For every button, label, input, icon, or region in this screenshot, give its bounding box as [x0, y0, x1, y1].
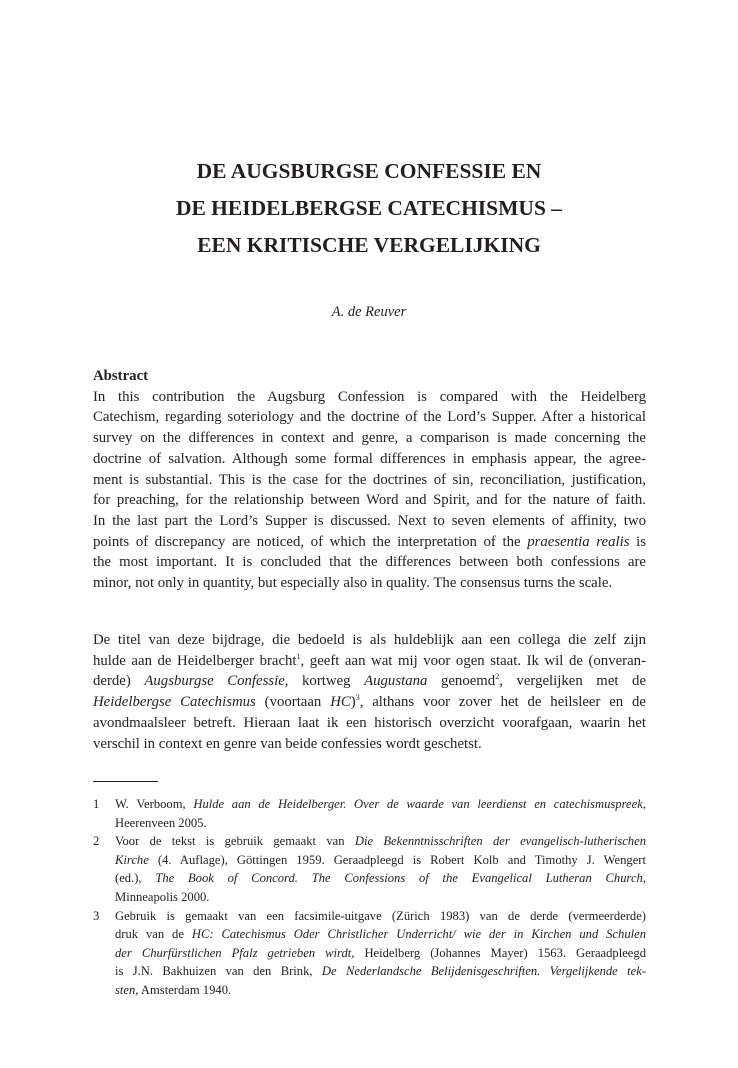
text-run: hulde aan de Heidelberger bracht [93, 652, 297, 669]
text-run: , kortweg [284, 673, 351, 690]
title-line-1: DE AUGSBURGSE CONFESSIE EN [196, 159, 542, 183]
title-line-2: DE HEIDELBERGSE CATECHISMUS – [175, 196, 563, 220]
abstract-line: In the last part the Lord’s Supper is discussed. Next to seven elements of affinity, two [93, 512, 646, 529]
body-line: verschil in context en genre van beide confessies wordt geschetst. [93, 735, 482, 752]
italic-term: praesentia realis [527, 533, 630, 550]
text-run: is J.N. Bakhuizen van den Brink, [115, 964, 313, 979]
title-line-3: EEN KRITISCHE VERGELIJKING [197, 233, 541, 257]
abstract-section [93, 366, 646, 594]
abstract-line: doctrine of salvation. Although some formal differences in emphasis appear, the agree- [93, 450, 646, 467]
footnote-2 [93, 832, 646, 906]
footnote-line [115, 851, 646, 870]
text-run: Voor de tekst is gebruik gemaakt van [115, 834, 345, 849]
italic-title: der Churfürstlichen Pfalz getrieben wirdt [115, 945, 352, 960]
italic-title: Kirche [115, 852, 149, 867]
footnote-line: Heerenveen 2005. [115, 815, 207, 830]
text-run: ) [350, 694, 356, 711]
abstract-line [93, 532, 646, 553]
italic-term: Augustana [364, 673, 428, 690]
footnote-line [115, 832, 646, 851]
abstract-heading: Abstract [93, 368, 149, 384]
text-run: W. Verboom, [115, 797, 186, 811]
author-name: A. de Reuver [331, 304, 407, 320]
body-line [93, 671, 646, 692]
text-run: druk van de [115, 927, 184, 942]
abstract-line: In this contribution the Augsburg Confession is compared with the Heidelberg [93, 388, 646, 405]
italic-title: Hulde aan de Heidelberger. Over de waarde van leerdienst en catechismuspreek [193, 797, 643, 811]
body-line [93, 692, 646, 713]
footnote-ref-1[interactable]: 1 [296, 651, 301, 661]
body-line: De titel van deze bijdrage, die bedoeld is als huldeblijk aan een collega die zelf zijn [93, 632, 646, 648]
text-run: derde) [93, 673, 131, 690]
italic-title: De Nederlandsche Belijdenisgeschriften. Vergelijkende tek- [321, 964, 646, 979]
text-run: (ed.), [115, 871, 142, 886]
italic-title: HC: Catechismus Oder Christlicher Underricht/ wie der in Kirchen und Schulen [191, 927, 647, 942]
abstract-line: the most important. It is concluded that the differences between both confessions are [93, 554, 646, 571]
text-run: , Heidelberg (Johannes Mayer) 1563. Geraadpleegd [351, 945, 646, 960]
footnote-line: Gebruik is gemaakt van een facsimile-uitgave (Zürich 1983) van de derde (vermeerderde) [115, 908, 646, 923]
text-run: Amsterdam 1940. [140, 982, 232, 997]
abstract-line: Catechism, regarding soteriology and the doctrine of the Lord’s Supper. After a historical [93, 409, 646, 426]
body-line [93, 651, 646, 672]
abstract-line: for preaching, for the relationship between Word and Spirit, and for the nature of faith. [93, 492, 646, 509]
italic-title: The Book of Concord. The Confessions of the Evangelical Lutheran Church [155, 871, 643, 886]
text-run: points of discrepancy are noticed, of which the interpretation of the [93, 533, 521, 550]
footnote-ref-3[interactable]: 3 [355, 693, 360, 703]
footnote-line [115, 925, 646, 944]
footnote-line [115, 869, 646, 888]
italic-term: Heidelbergse Catechismus [93, 694, 256, 711]
body-paragraph [93, 630, 646, 754]
footnote-number: 3 [93, 908, 100, 923]
italic-term: HC [330, 694, 351, 711]
footnote-line [115, 795, 646, 814]
footnote-number: 2 [93, 834, 100, 849]
text-run: genoemd [440, 673, 496, 690]
text-run: (voortaan [264, 694, 322, 711]
italic-title: Die Bekenntnisschriften der evangelisch-lutherischen [354, 834, 646, 849]
italic-title: sten, [115, 982, 139, 997]
footnote-3 [93, 907, 646, 1000]
footnote-number: 1 [93, 797, 100, 811]
footnote-line [115, 962, 646, 981]
text-run: , [642, 871, 646, 886]
abstract-line: survey on the differences in context and genre, a comparison is made concerning the [93, 430, 646, 447]
text-run: , althans voor zover het de heilsleer en de [359, 694, 647, 711]
footnote-1 [93, 795, 646, 832]
article-title [0, 153, 738, 264]
text-run: (4. Auflage), Göttingen 1959. Geraadpleegd is Robert Kolb and Timothy J. Wengert [157, 852, 647, 867]
text-run: , [642, 797, 646, 811]
footnote-separator [93, 781, 158, 782]
text-run: , vergelijken met de [499, 673, 647, 690]
text-run: is [636, 533, 646, 550]
text-run: , geeft aan wat mij voor ogen staat. Ik wil de (onveran- [300, 652, 646, 669]
footnote-line [115, 944, 646, 963]
footnote-line [115, 981, 646, 1000]
body-line: avondmaalsleer betreft. Hieraan laat ik een historisch overzicht voorafgaan, waarin het [93, 714, 646, 731]
abstract-line: ment is substantial. This is the case for the doctrines of sin, reconciliation, justification, [93, 471, 646, 488]
abstract-line: minor, not only in quantity, but especially also in quality. The consensus turns the scale. [93, 575, 613, 592]
footnotes [93, 795, 646, 1000]
footnote-line: Minneapolis 2000. [115, 889, 210, 904]
italic-term: Augsburgse Confessie [144, 673, 285, 690]
footnote-ref-2[interactable]: 2 [495, 672, 500, 682]
